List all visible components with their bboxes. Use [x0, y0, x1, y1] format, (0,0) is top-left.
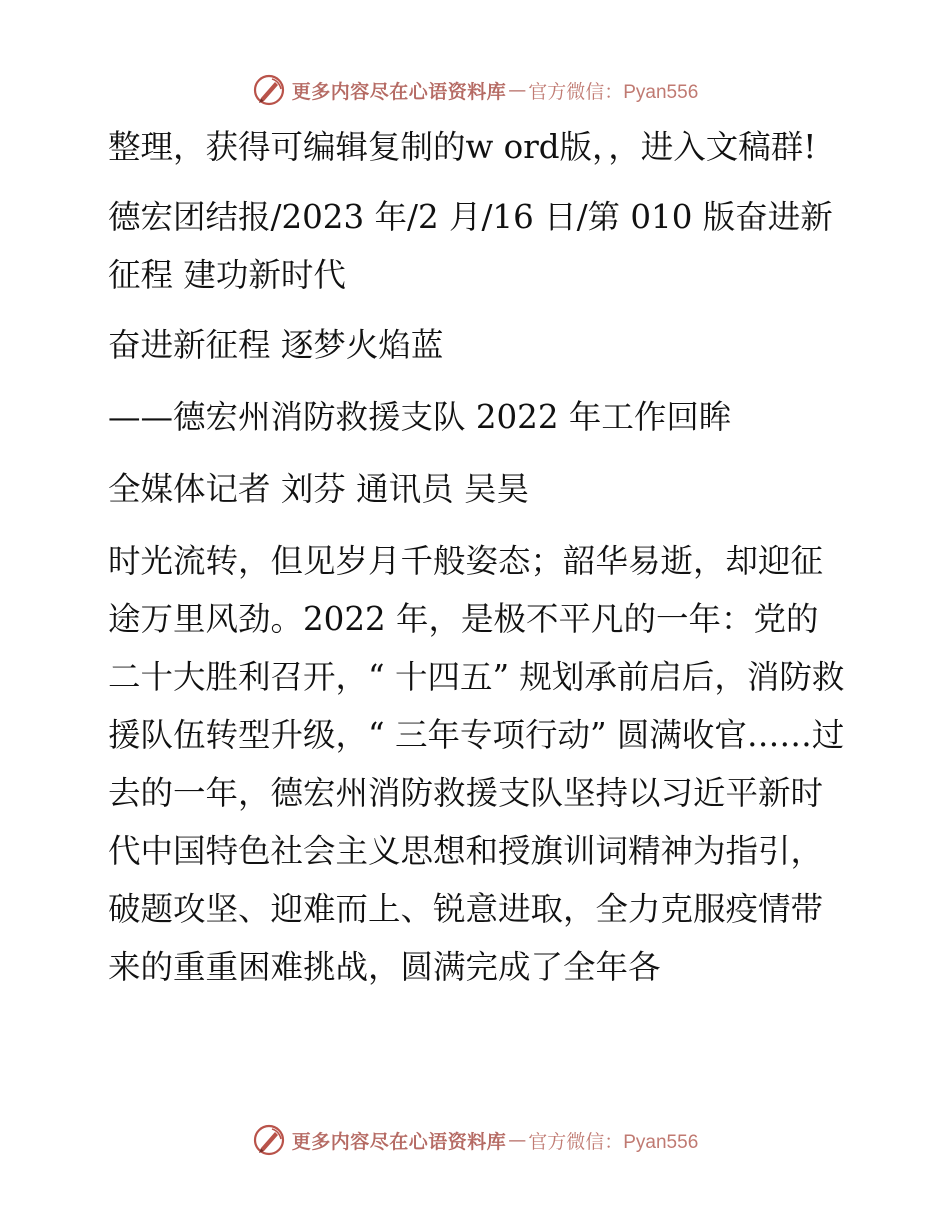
- banner-main-text: 更多内容尽在心语资料库: [291, 80, 507, 103]
- subheadline: ——德宏州消防救援支队 2022 年工作回眸: [108, 398, 732, 436]
- banner-dash: —: [508, 1129, 527, 1151]
- banner-contact: 官方微信：Pyan556: [528, 1131, 699, 1153]
- banner-dash: —: [508, 79, 527, 101]
- banner-contact: 官方微信：Pyan556: [528, 81, 699, 103]
- footer-banner: [0, 1118, 950, 1162]
- pen-logo-icon: [252, 1123, 286, 1157]
- body-paragraph: 时光流转，但见岁月千般姿态；韶华易逝，却迎征途万里风劲。2022 年，是极不平凡的一年：党的二十大胜利召开，“ 十四五” 规划承前启后，消防救援队伍转型升级，“ 三年专项行动” 圆满收官……过去的一年，德宏州消防救援支队坚持以习近平新时代中国特色社会主义思想和授旗训词精神为指引，破题攻坚、迎难而上、锐意进取，全力克服疫情带来的重重困难挑战，圆满完成了全年各: [108, 542, 845, 986]
- header-banner: [0, 68, 950, 112]
- intro-paragraph: 整理，获得可编辑复制的w ord版，，进入文稿群!: [108, 128, 817, 166]
- headline: 奋进新征程 逐梦火焰蓝: [108, 326, 444, 364]
- banner-main-text: 更多内容尽在心语资料库: [291, 1130, 507, 1153]
- document-body: [98, 118, 850, 1008]
- byline: 全媒体记者 刘芬 通讯员 吴昊: [108, 470, 529, 508]
- dateline: 德宏团结报/2023 年/2 月/16 日/第 010 版奋进新征程 建功新时代: [108, 198, 833, 294]
- pen-logo-icon: [252, 73, 286, 107]
